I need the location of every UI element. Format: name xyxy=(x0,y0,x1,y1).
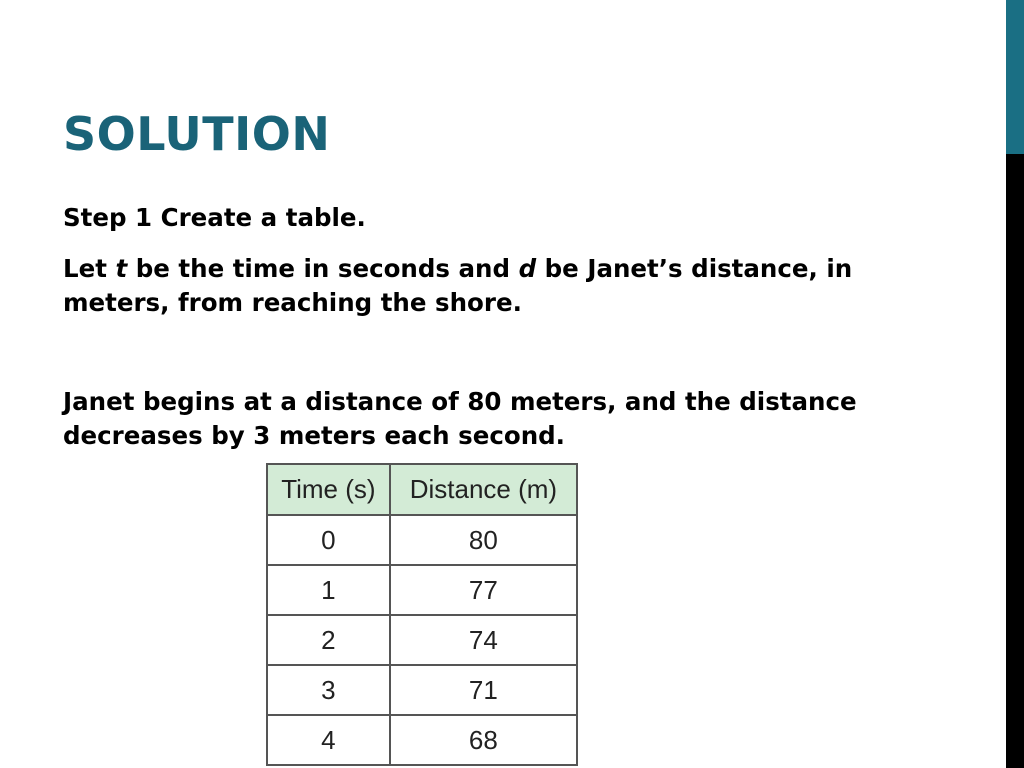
table-row xyxy=(267,565,577,615)
variable-t: t xyxy=(115,254,128,283)
time-cell: 2 xyxy=(267,615,390,665)
table-row xyxy=(267,615,577,665)
definition-paragraph xyxy=(63,252,963,320)
table-row xyxy=(267,665,577,715)
distance-cell: 74 xyxy=(390,615,577,665)
time-cell: 4 xyxy=(267,715,390,765)
definition-text: be the time in seconds and xyxy=(127,254,519,283)
table-row xyxy=(267,715,577,765)
side-accent-bar xyxy=(1006,0,1024,154)
table-header-row xyxy=(267,464,577,515)
table-row xyxy=(267,515,577,565)
janet-paragraph: Janet begins at a distance of 80 meters, and the distance decreases by 3 meters each second. xyxy=(63,387,857,450)
distance-cell: 77 xyxy=(390,565,577,615)
time-cell: 1 xyxy=(267,565,390,615)
definition-text: Let xyxy=(63,254,116,283)
distance-cell: 68 xyxy=(390,715,577,765)
distance-cell: 80 xyxy=(390,515,577,565)
distance-cell: 71 xyxy=(390,665,577,715)
slide-title: SOLUTION xyxy=(63,107,331,161)
header-time: Time (s) xyxy=(267,464,390,515)
definition-text: be Janet’s distance, in meters, from reaching the shore. xyxy=(63,254,853,317)
step-text: Step 1 Create a table. xyxy=(63,203,366,232)
time-cell: 0 xyxy=(267,515,390,565)
variable-d: d xyxy=(518,254,537,283)
time-distance-table xyxy=(266,463,578,766)
header-distance: Distance (m) xyxy=(390,464,577,515)
time-cell: 3 xyxy=(267,665,390,715)
